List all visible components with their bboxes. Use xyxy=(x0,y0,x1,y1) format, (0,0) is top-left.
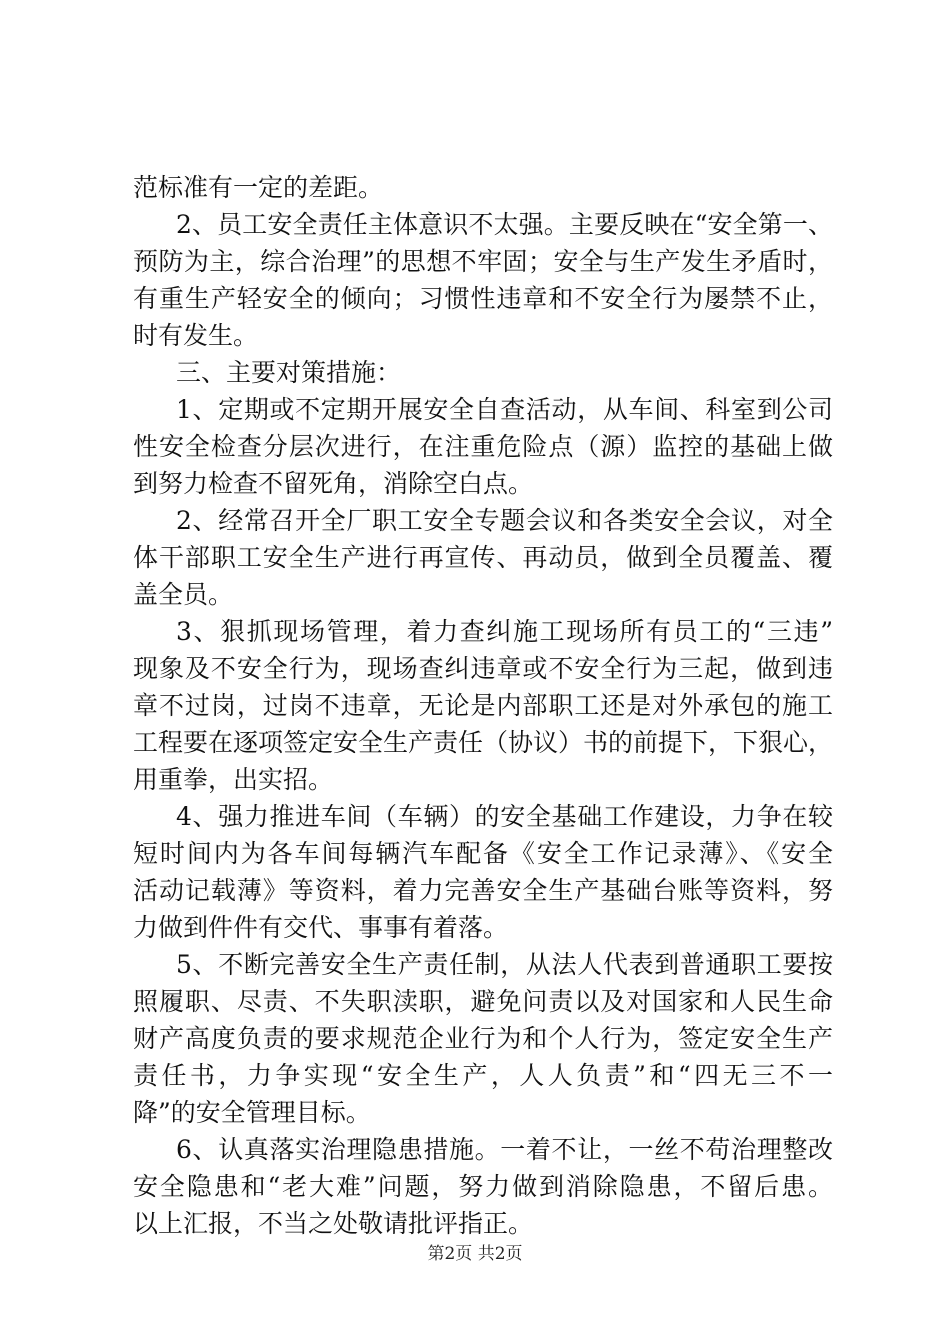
text-line: 时有发生。 xyxy=(133,321,259,350)
text-line: 有重生产轻安全的倾向；习惯性违章和不安全行为屡禁不止， xyxy=(133,284,833,313)
text-line: 力做到件件有交代、事事有着落。 xyxy=(133,913,509,942)
text-line: 1、定期或不定期开展安全自查活动，从车间、科室到公司 xyxy=(176,395,833,424)
text-line: 责任书，力争实现“安全生产，人人负责”和“四无三不一 xyxy=(133,1061,833,1090)
section-heading: 三、主要对策措施： xyxy=(176,358,402,387)
text-line: 财产高度负责的要求规范企业行为和个人行为，签定安全生产 xyxy=(133,1024,833,1053)
text-line: 范标准有一定的差距。 xyxy=(133,173,384,202)
text-line: 章不过岗，过岗不违章，无论是内部职工还是对外承包的施工 xyxy=(133,691,833,720)
text-line: 短时间内为各车间每辆汽车配备《安全工作记录薄》、《安全 xyxy=(133,839,833,868)
text-line: 2、员工安全责任主体意识不太强。主要反映在“安全第一、 xyxy=(176,210,833,239)
text-line: 降”的安全管理目标。 xyxy=(133,1098,371,1127)
text-line: 2、经常召开全厂职工安全专题会议和各类安全会议，对全 xyxy=(176,506,833,535)
text-line: 预防为主，综合治理”的思想不牢固；安全与生产发生矛盾时， xyxy=(133,247,833,276)
text-line: 现象及不安全行为，现场查纠违章或不安全行为三起，做到违 xyxy=(133,654,833,683)
text-line: 照履职、尽责、不失职渎职，避免问责以及对国家和人民生命 xyxy=(133,987,833,1016)
text-line: 5、不断完善安全生产责任制，从法人代表到普通职工要按 xyxy=(176,950,833,979)
text-line: 工程要在逐项签定安全生产责任（协议）书的前提下，下狠心， xyxy=(133,728,834,757)
text-line: 性安全检查分层次进行，在注重危险点（源）监控的基础上做 xyxy=(133,432,833,461)
text-line: 安全隐患和“老大难”问题，努力做到消除隐患，不留后患。 xyxy=(133,1172,833,1201)
text-line: 用重拳，出实招。 xyxy=(133,765,334,794)
text-line: 以上汇报，不当之处敬请批评指正。 xyxy=(133,1209,534,1238)
text-line: 活动记载薄》等资料，着力完善安全生产基础台账等资料，努 xyxy=(133,876,833,905)
text-line: 3、狠抓现场管理，着力查纠施工现场所有员工的“三违” xyxy=(176,617,833,646)
text-line: 体干部职工安全生产进行再宣传、再动员，做到全员覆盖、覆 xyxy=(133,543,833,572)
text-line: 盖全员。 xyxy=(133,580,234,609)
page-number-footer: 第2页 共2页 xyxy=(427,1244,523,1264)
text-line: 6、认真落实治理隐患措施。一着不让，一丝不苟治理整改 xyxy=(176,1135,833,1164)
text-line: 到努力检查不留死角，消除空白点。 xyxy=(133,469,534,498)
text-line: 4、强力推进车间（车辆）的安全基础工作建设，力争在较 xyxy=(176,802,833,831)
